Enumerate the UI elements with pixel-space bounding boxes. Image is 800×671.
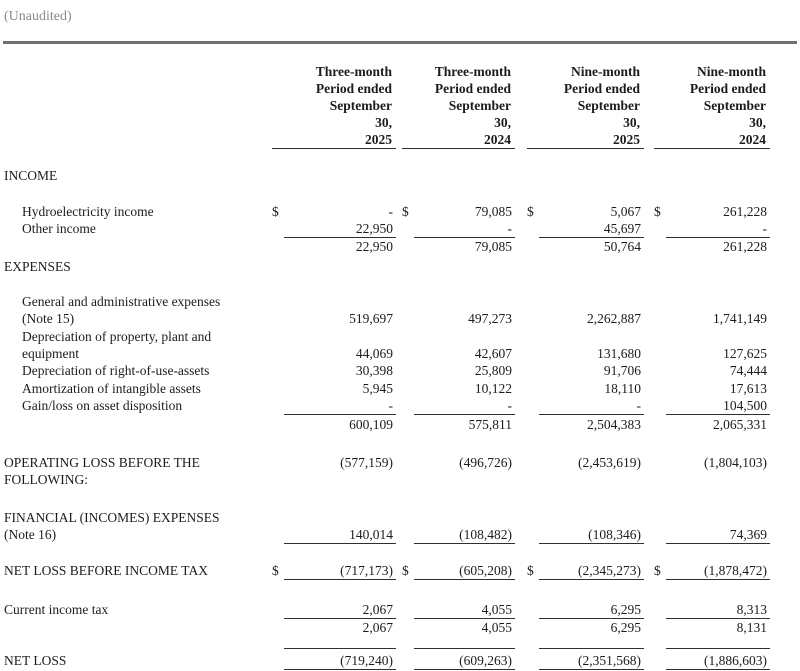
amount-cell [402,619,515,636]
currency-symbol: $ [272,563,279,578]
amount-cell [527,454,644,471]
row-label: Amortization of intangible assets [22,381,201,396]
currency-symbol: $ [654,563,661,578]
amount-cell [654,416,770,433]
amount-value: (605,208) [459,563,512,578]
column-header-3 [527,63,644,149]
top-divider-rule [3,41,797,44]
amount-cell [654,397,770,415]
amount-value: 261,228 [723,239,767,254]
row-depreciation-rou [0,362,800,379]
amount-cell [272,310,396,327]
amount-cell [654,526,770,544]
amount-value: 2,067 [362,620,393,635]
amount-value: (496,726) [459,455,512,470]
amount-value: 127,625 [723,346,767,361]
row-label: Hydroelectricity income [22,204,154,219]
amount-cell [527,562,644,580]
header-line: Period ended [563,81,640,96]
header-line: 2024 [484,132,511,147]
amount-value: 8,131 [736,620,767,635]
amount-value: - [507,221,512,236]
amount-value: 1,741,149 [713,311,767,326]
amount-value: - [762,221,767,236]
amount-cell [654,362,770,379]
amount-value: 91,706 [603,363,641,378]
row-financial-expenses-line1 [0,509,800,526]
row-label: (Note 16) [4,527,57,542]
amount-value: 74,444 [729,363,767,378]
section-title: FINANCIAL (INCOMES) EXPENSES [4,510,220,525]
row-label: Current income tax [4,602,109,617]
header-line: Period ended [434,81,511,96]
header-line: 30, [749,115,766,130]
amount-cell [402,362,515,379]
amount-cell [527,652,644,670]
row-current-income-tax [0,601,800,619]
unaudited-note: (Unaudited) [4,9,72,24]
amount-value: 2,262,887 [587,311,641,326]
currency-symbol: $ [527,204,534,219]
net-loss-overline [0,648,800,649]
header-line: 2025 [613,132,640,147]
amount-cell [527,397,644,415]
row-label: equipment [22,346,79,361]
amount-cell [654,238,770,255]
amount-cell [272,397,396,415]
header-spacer [0,63,272,149]
amount-value: (719,240) [340,653,393,668]
amount-value: 2,504,383 [587,417,641,432]
amount-value: 74,369 [729,527,767,542]
row-depreciation-ppe-line2 [0,345,800,362]
amount-cell [527,619,644,636]
amount-value: 6,295 [610,602,641,617]
amount-value: - [388,398,393,413]
amount-value: 519,697 [349,311,393,326]
currency-symbol: $ [527,563,534,578]
section-title: INCOME [4,168,58,183]
row-expenses-section [0,258,800,275]
amount-cell [654,220,770,238]
amount-value: - [388,204,393,219]
amount-value: 2,065,331 [713,417,767,432]
amount-value: (2,345,273) [578,563,641,578]
currency-symbol: $ [402,563,409,578]
currency-symbol: $ [654,204,661,219]
amount-value: 261,228 [723,204,767,219]
amount-cell [527,345,644,362]
amount-cell [402,454,515,471]
amount-value: 22,950 [355,221,393,236]
amount-cell [402,345,515,362]
amount-cell [654,203,770,220]
amount-cell [402,203,515,220]
row-operating-loss-line2 [0,471,800,488]
amount-cell [402,416,515,433]
amount-cell [402,397,515,415]
amount-value: 104,500 [723,398,767,413]
row-ga-expenses-line1 [0,293,800,310]
amount-cell [272,380,396,397]
row-income-tax-total [0,619,800,636]
amount-value: 8,313 [736,602,767,617]
column-header-2 [402,63,515,149]
amount-value: - [507,398,512,413]
row-expenses-total [0,416,800,433]
header-line: Period ended [689,81,766,96]
amount-value: (108,346) [588,527,641,542]
amount-cell [402,238,515,255]
header-line: September [448,98,511,113]
amount-cell [527,238,644,255]
amount-value: (1,878,472) [704,563,767,578]
amount-cell [654,310,770,327]
row-amortization-intangibles [0,380,800,397]
amount-cell [654,380,770,397]
amount-cell [272,416,396,433]
amount-cell [272,652,396,670]
row-net-loss-before-tax [0,562,800,580]
amount-cell [402,562,515,580]
header-line: 2024 [739,132,766,147]
section-title: OPERATING LOSS BEFORE THE [4,455,200,470]
amount-cell [527,220,644,238]
row-label: Depreciation of right-of-use-assets [22,363,210,378]
amount-cell [654,619,770,636]
amount-value: (1,886,603) [704,653,767,668]
amount-value: (2,351,568) [578,653,641,668]
row-net-loss [0,652,800,670]
section-title: FOLLOWING: [4,472,88,487]
amount-value: 575,811 [468,417,512,432]
amount-cell [402,601,515,619]
amount-value: (108,482) [459,527,512,542]
amount-cell [654,601,770,619]
amount-value: 5,067 [610,204,641,219]
amount-value: 45,697 [603,221,641,236]
amount-cell [272,203,396,220]
header-line: Three-month [434,64,511,79]
amount-value: (609,263) [459,653,512,668]
amount-cell [527,526,644,544]
section-title: EXPENSES [4,259,71,274]
row-label: General and administrative expenses [22,294,221,309]
row-operating-loss [0,454,800,471]
amount-value: 5,945 [362,381,393,396]
header-line: Nine-month [570,64,640,79]
amount-value: 6,295 [610,620,641,635]
header-line: 2025 [365,132,392,147]
currency-symbol: $ [272,204,279,219]
amount-cell [527,362,644,379]
amount-value: 18,110 [604,381,641,396]
amount-cell [272,601,396,619]
row-income-section [0,167,800,184]
amount-cell [272,454,396,471]
row-label: Other income [22,221,96,236]
row-depreciation-ppe-line1 [0,328,800,345]
amount-cell [272,362,396,379]
amount-cell [527,203,644,220]
amount-cell [272,526,396,544]
amount-value: 140,014 [349,527,393,542]
row-label: Depreciation of property, plant and [22,329,212,344]
amount-value: 50,764 [603,239,641,254]
header-line: September [703,98,766,113]
amount-value: - [636,398,641,413]
amount-cell [402,652,515,670]
row-gain-loss-disposition [0,397,800,415]
amount-cell [272,619,396,636]
header-line: September [577,98,640,113]
amount-cell [272,220,396,238]
amount-value: (1,804,103) [704,455,767,470]
section-title: NET LOSS BEFORE INCOME TAX [4,563,208,578]
header-line: Three-month [315,64,392,79]
amount-cell [272,562,396,580]
header-line: 30, [623,115,640,130]
amount-value: 4,055 [481,602,512,617]
amount-cell [272,238,396,255]
amount-cell [527,380,644,397]
amount-cell [654,454,770,471]
amount-cell [402,380,515,397]
amount-cell [272,345,396,362]
row-financial-expenses-note16 [0,526,800,544]
amount-value: 30,398 [355,363,393,378]
section-title: NET LOSS [4,653,67,668]
amount-cell [654,652,770,670]
row-ga-expenses-note15 [0,310,800,327]
amount-value: 497,273 [468,311,512,326]
amount-cell [654,345,770,362]
row-other-income [0,220,800,238]
amount-value: 25,809 [474,363,512,378]
currency-symbol: $ [402,204,409,219]
amount-cell [402,220,515,238]
amount-cell [527,310,644,327]
amount-cell [527,601,644,619]
header-line: Nine-month [696,64,766,79]
row-label: (Note 15) [22,311,75,326]
header-line: Period ended [315,81,392,96]
amount-value: 79,085 [474,239,512,254]
column-header-1 [272,63,396,149]
amount-cell [402,310,515,327]
amount-value: 600,109 [349,417,393,432]
amount-value: 79,085 [474,204,512,219]
amount-cell [402,526,515,544]
header-line: September [329,98,392,113]
amount-cell [654,562,770,580]
amount-value: 22,950 [355,239,393,254]
amount-value: 44,069 [355,346,393,361]
amount-value: 2,067 [362,602,393,617]
column-header-4 [654,63,770,149]
row-label: Gain/loss on asset disposition [22,398,183,413]
amount-value: (2,453,619) [578,455,641,470]
header-line: 30, [494,115,511,130]
amount-value: 42,607 [474,346,512,361]
amount-cell [527,416,644,433]
row-income-total [0,238,800,255]
amount-value: 4,055 [481,620,512,635]
amount-value: 131,680 [597,346,641,361]
amount-value: (577,159) [340,455,393,470]
amount-value: 10,122 [474,381,512,396]
header-line: 30, [375,115,392,130]
amount-value: 17,613 [729,381,767,396]
amount-value: (717,173) [340,563,393,578]
column-header-row [0,63,800,149]
row-hydroelectricity-income [0,203,800,220]
